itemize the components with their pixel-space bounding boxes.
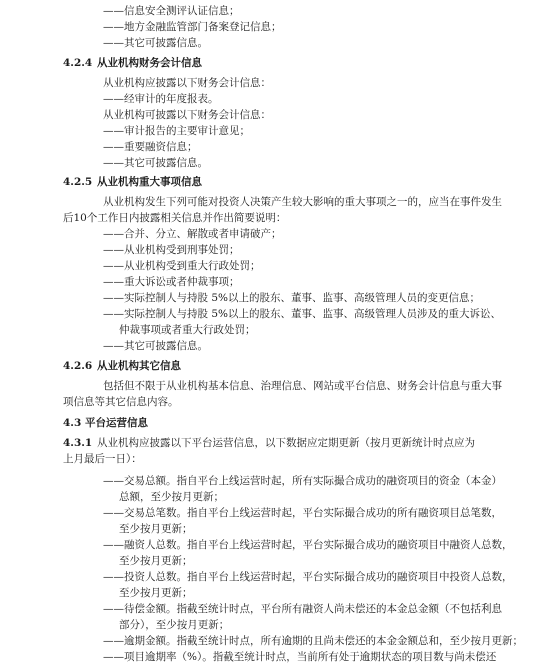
text-line: ——实际控制人与持股 5%以上的股东、董事、监事、高级管理人员的变更信息； bbox=[103, 292, 480, 304]
text-line: ——重要融资信息； bbox=[103, 141, 198, 153]
section-text: 从业机构应披露以下平台运营信息，以下数据应定期更新（按月更新统计时点应为 bbox=[97, 437, 475, 449]
text-line bbox=[63, 436, 475, 450]
text-line: 从业机构可披露以下财务会计信息： bbox=[103, 109, 271, 121]
text-line: 总额，至少按月更新； bbox=[119, 491, 224, 503]
text-line: ——逾期金额。指截至统计时点，所有逾期的且尚未偿还的本金金额总和，至少按月更新； bbox=[103, 635, 523, 647]
text-line: 后10个工作日内披露相关信息并作出简要说明： bbox=[63, 212, 287, 224]
text-line: 至少按月更新； bbox=[119, 555, 193, 567]
text-line: ——从业机构受到重大行政处罚； bbox=[103, 260, 261, 272]
text-line: 从业机构发生下列可能对投资人决策产生较大影响的重大事项之一的，应当在事件发生 bbox=[103, 196, 502, 208]
text-line: 至少按月更新； bbox=[119, 587, 193, 599]
text-line: ——信息安全测评认证信息； bbox=[103, 5, 240, 17]
text-line: ——从业机构受到刑事处罚； bbox=[103, 244, 240, 256]
section-number: 4.2.6 bbox=[63, 360, 93, 372]
section-number: 4.2.5 bbox=[63, 176, 93, 188]
text-line: ——其它可披露信息。 bbox=[103, 157, 208, 169]
section-number: 4.3.1 bbox=[63, 437, 93, 449]
text-line: 至少按月更新； bbox=[119, 523, 193, 535]
text-line: 部分），至少按月更新； bbox=[119, 619, 230, 631]
section-heading bbox=[63, 56, 202, 70]
section-title: 从业机构财务会计信息 bbox=[97, 57, 202, 69]
section-title: 从业机构重大事项信息 bbox=[97, 176, 202, 188]
section-heading bbox=[63, 416, 148, 430]
text-line: 从业机构应披露以下财务会计信息： bbox=[103, 77, 271, 89]
text-line: ——审计报告的主要审计意见； bbox=[103, 125, 250, 137]
text-line: ——融资人总数。指自平台上线运营时起，平台实际撮合成功的融资项目中融资人总数， bbox=[103, 539, 513, 551]
section-number: 4.2.4 bbox=[63, 57, 93, 69]
section-heading bbox=[63, 359, 181, 373]
text-line: ——经审计的年度报表。 bbox=[103, 93, 219, 105]
text-line: ——重大诉讼或者仲裁事项； bbox=[103, 276, 240, 288]
section-number: 4.3 bbox=[63, 417, 82, 429]
text-line: ——实际控制人与持股 5%以上的股东、董事、监事、高级管理人员涉及的重大诉讼、 bbox=[103, 308, 501, 320]
text-line: ——地方金融监管部门备案登记信息； bbox=[103, 21, 282, 33]
text-line: ——待偿金额。指截至统计时点，平台所有融资人尚未偿还的本金总金额（不包括利息 bbox=[103, 603, 502, 615]
text-line: ——项目逾期率（%）。指截至统计时点，当前所有处于逾期状态的项目数与尚未偿还 bbox=[103, 651, 497, 663]
section-title: 平台运营信息 bbox=[85, 417, 148, 429]
text-line: ——交易总笔数。指自平台上线运营时起，平台实际撮合成功的所有融资项目总笔数， bbox=[103, 507, 502, 519]
text-line: 包括但不限于从业机构基本信息、治理信息、网站或平台信息、财务会计信息与重大事 bbox=[103, 380, 502, 392]
text-line: ——其它可披露信息。 bbox=[103, 37, 208, 49]
section-title: 从业机构其它信息 bbox=[97, 360, 181, 372]
text-line: ——合并、分立、解散或者申请破产； bbox=[103, 228, 282, 240]
text-line: 仲裁事项或者重大行政处罚； bbox=[119, 324, 256, 336]
text-line: 上月最后一日）： bbox=[63, 453, 142, 465]
text-line: ——投资人总数。指自平台上线运营时起，平台实际撮合成功的融资项目中投资人总数， bbox=[103, 571, 513, 583]
text-line: ——其它可披露信息。 bbox=[103, 340, 208, 352]
text-line: ——交易总额。指自平台上线运营时起，所有实际撮合成功的融资项目的资金（本金） bbox=[103, 475, 502, 487]
section-heading bbox=[63, 175, 202, 189]
text-line: 项信息等其它信息内容。 bbox=[63, 396, 179, 408]
